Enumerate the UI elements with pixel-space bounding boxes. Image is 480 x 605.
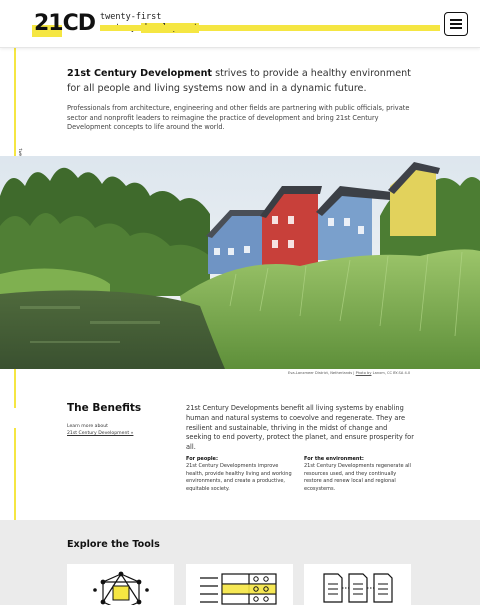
benefit-environment bbox=[304, 456, 412, 493]
intro-lead-strong: 21st Century Development bbox=[67, 68, 213, 79]
learn-more bbox=[67, 423, 133, 437]
intro-lead-rest: strives to provide a healthy environment for all people and living systems now and in a dynamic future. bbox=[67, 68, 411, 94]
tool-card-network[interactable] bbox=[67, 564, 174, 605]
menu-icon[interactable] bbox=[444, 12, 468, 36]
hero-photo-illustration bbox=[0, 156, 480, 369]
logo-line-1: twenty-first bbox=[100, 12, 162, 22]
benefit-people-title: For people: bbox=[186, 456, 218, 462]
learn-more-label: Learn more about bbox=[67, 424, 108, 429]
tool-card-documents[interactable] bbox=[304, 564, 411, 605]
benefit-environment-body: 21st Century Developments regenerate all resources used, and they continually restore and renew local and regional ecosystems. bbox=[304, 463, 411, 492]
benefit-environment-title: For the environment: bbox=[304, 456, 364, 462]
checklist-icon bbox=[186, 564, 293, 605]
network-icon bbox=[67, 564, 174, 605]
intro-body: Professionals from architecture, engineering and other fields are partnering with public officials, private sector and nonprofit leaders to reimagine the practice of development and bring 21st Century Development concepts to life around the world. bbox=[67, 104, 410, 131]
benefit-people bbox=[186, 456, 294, 493]
caption-separator: | bbox=[352, 371, 356, 375]
site-header bbox=[0, 0, 480, 48]
benefits-intro: 21st Century Developments benefit all living systems by enabling human and natural systems to coevolve and regenerate. They are resilient and sustainable, thriving in the midst of change and seeking to end poverty, protect the planet, and ensure prosperity for all. bbox=[186, 404, 414, 452]
benefit-people-body: 21st Century Developments improve health, provide healthy living and working environments, and create a productive, equitable society. bbox=[186, 463, 292, 492]
intro-lead bbox=[67, 66, 412, 96]
benefits-title: The Benefits bbox=[67, 402, 142, 414]
caption-photo-link[interactable]: Photo by bbox=[355, 371, 372, 375]
caption-license: Lanxm, CC BY-SA 4.0 bbox=[371, 371, 411, 375]
hero-photo bbox=[0, 156, 480, 369]
learn-more-link[interactable]: 21st Century Development » bbox=[67, 431, 134, 436]
documents-icon bbox=[304, 564, 411, 605]
header-accent-bar bbox=[100, 25, 440, 31]
tool-card-checklist[interactable] bbox=[186, 564, 293, 605]
photo-caption bbox=[288, 371, 410, 375]
logo-mark: 21CD bbox=[34, 11, 96, 36]
tools-title: Explore the Tools bbox=[67, 539, 160, 550]
tools-section bbox=[0, 520, 480, 605]
intro-section bbox=[67, 66, 412, 133]
caption-location: Eva-Lanxmeer District, Netherlands bbox=[288, 371, 353, 375]
